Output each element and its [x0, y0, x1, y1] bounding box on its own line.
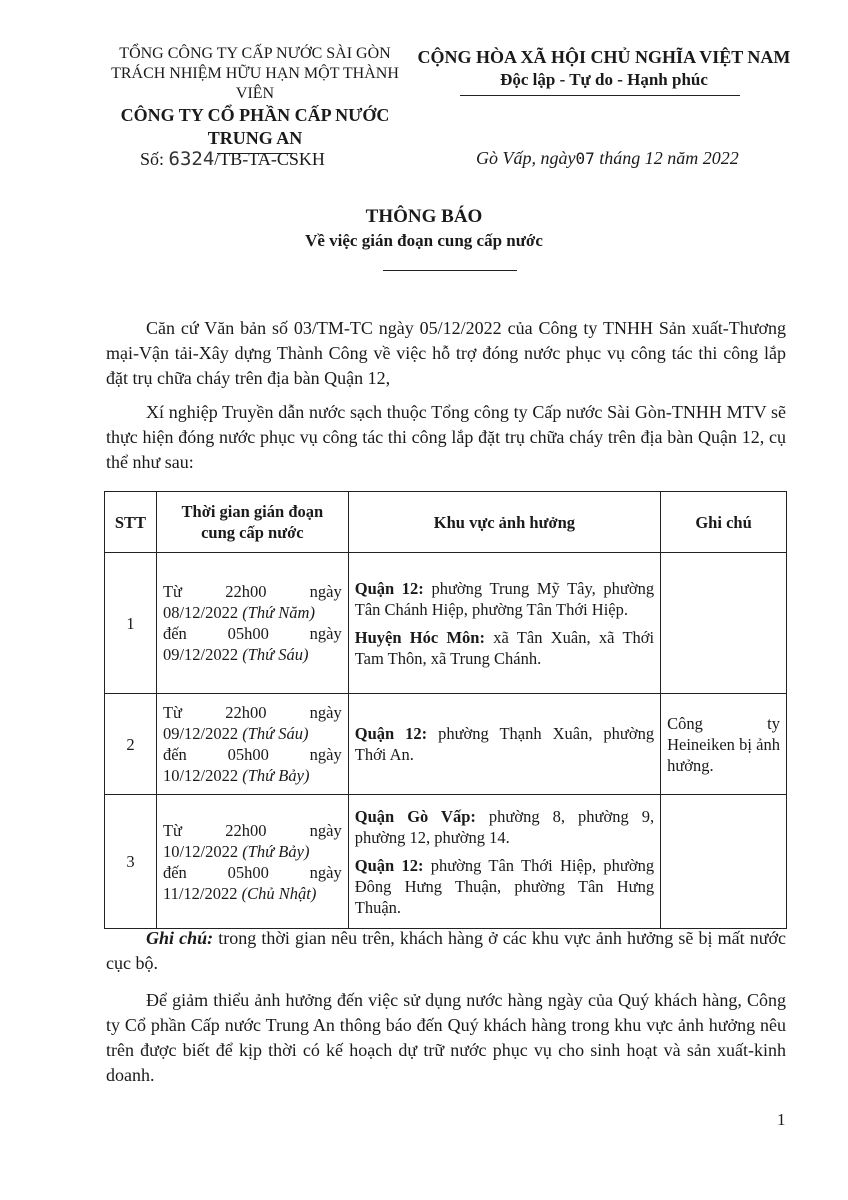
row-area: Quận Gò Vấp: phường 8, phường 9, phường 12, phường 14. Quận 12: phường Tân Thới Hiệp, phường Đông Hưng Thuận, phường Tân Hưng Thuận.: [348, 795, 660, 929]
parent-org: TỔNG CÔNG TY CẤP NƯỚC SÀI GÒN: [119, 45, 391, 62]
row-time: Từ 22h00 ngày 09/12/2022 (Thứ Sáu) đến 05h00 ngày 10/12/2022 (Thứ Bảy): [156, 694, 348, 795]
header-time: Thời gian gián đoạn cung cấp nước: [156, 492, 348, 553]
header-note: Ghi chú: [661, 492, 787, 553]
title-underline: [383, 270, 517, 271]
header-area: Khu vực ảnh hưởng: [348, 492, 660, 553]
row-note: Công ty Heineiken bị ảnh hưởng.: [661, 694, 787, 795]
row-stt: 3: [105, 795, 157, 929]
handwritten-day: 07: [575, 149, 595, 168]
table-note: Ghi chú: trong thời gian nêu trên, khách hàng ở các khu vực ảnh hưởng sẽ bị mất nước cục bộ.: [106, 928, 787, 973]
row-area: Quận 12: phường Trung Mỹ Tây, phường Tân Chánh Hiệp, phường Tân Thới Hiệp. Huyện Hóc Môn: xã Tân Xuân, xã Thới Tam Thôn, xã Trung Chánh.: [348, 553, 660, 694]
document-number: Số: 6324/TB-TA-CSKH: [140, 148, 325, 170]
row-note: [661, 553, 787, 694]
company-name-line2: TRUNG AN: [207, 128, 303, 148]
parent-org-type: TRÁCH NHIỆM HỮU HẠN MỘT THÀNH VIÊN: [111, 65, 399, 102]
interruption-schedule-table: [104, 491, 787, 929]
place-date: Gò Vấp, ngày07 tháng 12 năm 2022: [476, 148, 739, 168]
table-row: [105, 553, 787, 694]
row-area: Quận 12: phường Thạnh Xuân, phường Thới An.: [348, 694, 660, 795]
table-header-row: [105, 492, 787, 553]
table-row: [105, 694, 787, 795]
paragraph-advice: Để giảm thiểu ảnh hưởng đến việc sử dụng nước hàng ngày của Quý khách hàng, Công ty Cổ phần Cấp nước Trung An thông báo đến Quý khách hàng trong khu vực ảnh hưởng nêu trên được biết để kịp thời có kế hoạch dự trữ nước phục vụ cho sinh hoạt và sản xuất-kinh doanh.: [106, 990, 786, 1085]
page-number: 1: [777, 1110, 786, 1129]
motto-underline: [460, 95, 740, 96]
national-motto: Độc lập - Tự do - Hạnh phúc: [500, 70, 708, 89]
row-time: Từ 22h00 ngày 08/12/2022 (Thứ Năm) đến 05h00 ngày 09/12/2022 (Thứ Sáu): [156, 553, 348, 694]
paragraph-basis: Căn cứ Văn bản số 03/TM-TC ngày 05/12/2022 của Công ty TNHH Sản xuất-Thương mại-Vận tải-Xây dựng Thành Công về việc hỗ trợ đóng nước phục vụ công tác thi công lắp đặt trụ chữa cháy trên địa bàn Quận 12,: [106, 318, 786, 388]
issuer-header: [100, 44, 410, 154]
header-stt: STT: [105, 492, 157, 553]
table-row: [105, 795, 787, 929]
company-name-line1: CÔNG TY CỔ PHẦN CẤP NƯỚC: [120, 105, 390, 125]
document-title: THÔNG BÁO: [365, 206, 483, 227]
row-stt: 1: [105, 553, 157, 694]
row-stt: 2: [105, 694, 157, 795]
national-header: [416, 46, 792, 96]
handwritten-number: 6324: [168, 148, 215, 170]
row-time: Từ 22h00 ngày 10/12/2022 (Thứ Bảy) đến 05h00 ngày 11/12/2022 (Chủ Nhật): [156, 795, 348, 929]
document-subtitle: Về việc gián đoạn cung cấp nước: [305, 231, 543, 250]
row-note: [661, 795, 787, 929]
paragraph-plan: Xí nghiệp Truyền dẫn nước sạch thuộc Tổng công ty Cấp nước Sài Gòn-TNHH MTV sẽ thực hiện đóng nước phục vụ công tác thi công lắp đặt trụ chữa cháy trên địa bàn Quận 12, cụ thể như sau:: [106, 402, 786, 472]
nation-name: CỘNG HÒA XÃ HỘI CHỦ NGHĨA VIỆT NAM: [417, 47, 791, 67]
